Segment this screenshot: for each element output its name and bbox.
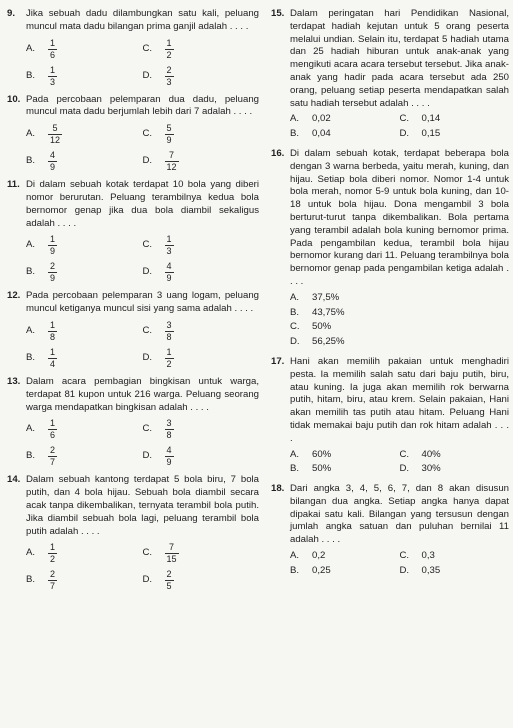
option-value: 40%	[421, 448, 441, 460]
answer-option	[143, 124, 260, 145]
fraction	[165, 66, 174, 87]
question-text: Jika sebuah dadu dilambungkan satu kali, peluang muncul mata dadu bilangan prima ganjil adalah . . . .	[26, 8, 259, 32]
option-letter: A.	[26, 423, 36, 435]
option-letter: A.	[26, 547, 36, 559]
fraction	[165, 321, 174, 342]
answer-option	[400, 113, 510, 126]
fraction	[48, 39, 57, 60]
numerator: 1	[166, 234, 172, 245]
answer-option	[143, 262, 260, 283]
answer-option	[290, 565, 400, 578]
option-value: 37,5%	[312, 291, 340, 303]
numerator: 1	[50, 346, 56, 357]
denominator: 7	[50, 457, 56, 468]
answer-options	[290, 292, 509, 349]
option-value: 0,35	[421, 564, 441, 576]
option-value: 56,25%	[312, 336, 345, 348]
numerator: 4	[166, 445, 172, 456]
option-letter: D.	[142, 69, 153, 81]
option-letter: B.	[290, 463, 300, 475]
answer-options	[26, 321, 259, 369]
option-letter: B.	[290, 128, 300, 140]
option-value: 43,75%	[312, 306, 345, 318]
option-letter: C.	[142, 423, 153, 435]
option-value: 0,14	[421, 113, 441, 125]
question-number: 12.	[7, 290, 21, 302]
question-line	[271, 8, 509, 110]
option-letter: B.	[26, 574, 36, 586]
left-column	[7, 8, 259, 598]
question-line	[271, 356, 509, 446]
option-value: 0,25	[312, 564, 331, 576]
denominator: 6	[50, 49, 56, 60]
fraction	[165, 446, 174, 467]
denominator: 2	[166, 49, 172, 60]
answer-options	[290, 449, 509, 477]
answer-option	[143, 39, 260, 60]
option-letter: D.	[142, 155, 153, 167]
question	[7, 290, 259, 369]
question	[7, 474, 259, 591]
denominator: 9	[166, 457, 172, 468]
numerator: 2	[166, 569, 172, 580]
answer-option	[26, 151, 143, 172]
option-letter: A.	[26, 325, 36, 337]
denominator: 6	[50, 430, 56, 441]
answer-option	[290, 113, 400, 126]
answer-option	[290, 307, 509, 320]
numerator: 1	[50, 418, 56, 429]
numerator: 1	[50, 542, 56, 553]
fraction	[48, 419, 57, 440]
denominator: 3	[50, 76, 56, 87]
answer-options	[26, 543, 259, 591]
question	[7, 179, 259, 283]
option-letter: D.	[399, 128, 410, 140]
fraction	[48, 446, 57, 467]
answer-option	[400, 449, 510, 462]
question-line	[7, 94, 259, 120]
numerator: 4	[166, 261, 172, 272]
question-number: 9.	[7, 8, 16, 19]
question-line	[271, 483, 509, 547]
answer-option	[143, 570, 260, 591]
option-letter: D.	[399, 564, 410, 576]
answer-option	[26, 321, 143, 342]
option-value: 0,2	[312, 550, 326, 562]
question	[271, 148, 509, 349]
answer-options	[26, 124, 259, 172]
answer-option	[290, 128, 400, 141]
option-letter: D.	[290, 336, 300, 348]
denominator: 9	[50, 162, 56, 173]
answer-option	[400, 550, 510, 563]
question-line	[7, 179, 259, 230]
option-letter: B.	[290, 564, 300, 576]
denominator: 3	[166, 246, 172, 257]
fraction	[48, 66, 57, 87]
option-letter: C.	[399, 113, 410, 125]
question	[271, 483, 509, 578]
denominator: 9	[50, 273, 56, 284]
question-number: 18.	[271, 483, 285, 495]
fraction	[48, 321, 57, 342]
option-letter: D.	[142, 574, 153, 586]
numerator: 3	[166, 418, 172, 429]
option-value: 0,15	[421, 128, 441, 140]
fraction	[48, 235, 57, 256]
option-value: 60%	[312, 448, 332, 460]
option-letter: B.	[26, 69, 36, 81]
question-line	[7, 376, 259, 414]
answer-options	[290, 113, 509, 141]
answer-option	[290, 463, 400, 476]
answer-option	[400, 128, 510, 141]
option-letter: B.	[26, 450, 36, 462]
numerator: 2	[50, 261, 56, 272]
fraction	[48, 124, 62, 145]
fraction	[165, 348, 174, 369]
fraction	[48, 570, 57, 591]
option-letter: A.	[290, 291, 300, 303]
option-letter: D.	[142, 352, 153, 364]
fraction	[48, 543, 57, 564]
option-letter: C.	[142, 128, 153, 140]
numerator: 1	[50, 64, 56, 75]
numerator: 5	[166, 123, 172, 134]
question-number: 11.	[7, 179, 20, 191]
numerator: 5	[52, 123, 58, 134]
fraction	[165, 419, 174, 440]
answer-option	[26, 39, 143, 60]
denominator: 9	[166, 273, 172, 284]
answer-option	[143, 419, 260, 440]
answer-option	[290, 321, 509, 334]
option-value: 50%	[312, 321, 332, 333]
option-letter: D.	[142, 450, 153, 462]
option-letter: A.	[26, 239, 36, 251]
answer-option	[26, 419, 143, 440]
question-text: Pada percobaan pelemparan dua dadu, peluang muncul mata dadu berjumlah lebih dari 7 adalah . . . .	[26, 93, 259, 118]
denominator: 2	[166, 358, 172, 369]
question-text: Hani akan memilih pakaian untuk menghadiri pesta. Ia memilih salah satu dari baju putih, biru, atau kuning. Ia juga akan memilih rok berwarna putih, hitam, biru, atau krem. Selain pakaian, Hani akan memilih tas putih atau hitam. Peluang Hani tidak memakai baju putih dan rok hitam adalah . . . .	[290, 355, 509, 444]
question	[7, 8, 259, 87]
question-number: 17.	[271, 355, 285, 367]
option-letter: C.	[142, 547, 153, 559]
option-value: 0,3	[421, 550, 435, 562]
answer-option	[143, 235, 260, 256]
denominator: 9	[166, 135, 172, 146]
question-number: 15.	[271, 8, 285, 19]
denominator: 8	[166, 331, 172, 342]
question-line	[7, 474, 259, 538]
option-letter: A.	[26, 128, 36, 140]
option-letter: D.	[142, 266, 153, 278]
option-letter: B.	[26, 155, 36, 167]
option-letter: C.	[399, 448, 410, 460]
numerator: 3	[166, 319, 172, 330]
denominator: 9	[50, 246, 56, 257]
numerator: 4	[50, 150, 56, 161]
answer-options	[26, 39, 259, 87]
denominator: 7	[50, 581, 56, 592]
denominator: 15	[166, 554, 177, 565]
option-letter: C.	[142, 42, 153, 54]
denominator: 2	[50, 554, 56, 565]
option-letter: D.	[399, 463, 410, 475]
fraction	[165, 570, 174, 591]
answer-options	[26, 419, 259, 467]
question	[271, 8, 509, 141]
question	[7, 376, 259, 467]
question-line	[271, 148, 509, 289]
option-letter: B.	[26, 266, 36, 278]
answer-option	[143, 446, 260, 467]
fraction	[165, 262, 174, 283]
question-number: 13.	[7, 375, 21, 387]
denominator: 5	[166, 581, 172, 592]
question-text: Dalam sebuah kantong terdapat 5 bola biru, 7 bola putih, dan 4 bola hijau. Sebuah bola diambil secara acak tanpa dikembalikan, ternyata terambil bola putih. Jika diambil sebuah bola lagi, peluang terambil bola putih adalah . . . .	[26, 474, 259, 537]
option-letter: B.	[290, 306, 300, 318]
option-letter: A.	[290, 113, 300, 125]
answer-option	[143, 66, 260, 87]
answer-option	[143, 543, 260, 564]
answer-option	[290, 292, 509, 305]
option-letter: C.	[142, 325, 153, 337]
answer-option	[400, 463, 510, 476]
fraction	[48, 262, 57, 283]
question-number: 16.	[271, 147, 285, 159]
answer-option	[143, 348, 260, 369]
answer-option	[143, 321, 260, 342]
answer-option	[26, 348, 143, 369]
option-letter: C.	[399, 550, 410, 562]
option-letter: A.	[26, 42, 36, 54]
question-number: 10.	[7, 93, 21, 105]
answer-option	[26, 66, 143, 87]
fraction	[165, 235, 174, 256]
fraction	[165, 543, 179, 564]
option-letter: C.	[142, 239, 153, 251]
answer-option	[26, 570, 143, 591]
option-letter: A.	[290, 448, 300, 460]
option-value: 0,02	[312, 113, 331, 125]
numerator: 7	[169, 150, 175, 161]
denominator: 4	[50, 358, 56, 369]
numerator: 2	[50, 569, 56, 580]
question-line	[7, 290, 259, 316]
denominator: 12	[166, 162, 177, 173]
numerator: 7	[169, 542, 175, 553]
question-text: Di dalam sebuah kotak, terdapat beberapa bola dengan 3 warna berbeda, yaitu merah, kuning, dan hijau. Setiap bola diberi nomor. Nomor 1-4 untuk bola merah, nomor 5-9 untuk bola kuning, dan 10-18 untuk bola hijau. Dona mengambil 3 bola berturut-turut tanpa dikembalikan. Bola pertama yang terambil adalah bola kuning bernomor prima. Pada pengambilan kedua, terambil bola hijau bernomor kurang dari 11. Peluang terambilnya bola bernomor genap pada pengambilan ketiga adalah . . . .	[290, 147, 509, 287]
option-value: 0,04	[312, 128, 331, 140]
answer-option	[143, 151, 260, 172]
numerator: 2	[50, 445, 56, 456]
question	[7, 94, 259, 173]
answer-option	[290, 449, 400, 462]
option-letter: C.	[290, 321, 300, 333]
answer-option	[290, 336, 509, 349]
right-column	[271, 8, 509, 585]
answer-option	[26, 235, 143, 256]
numerator: 1	[50, 319, 56, 330]
denominator: 8	[166, 430, 172, 441]
option-letter: B.	[26, 352, 36, 364]
answer-option	[26, 446, 143, 467]
fraction	[48, 151, 57, 172]
fraction	[165, 39, 174, 60]
answer-option	[290, 550, 400, 563]
question-text: Dari angka 3, 4, 5, 6, 7, dan 8 akan disusun bilangan dua angka. Setiap angka hanya dapat dipakai satu kali. Bilangan yang tersusun dengan jumlah angka satuan dan puluhan bernilai 11 adalah . . . .	[290, 483, 509, 546]
fraction	[48, 348, 57, 369]
numerator: 1	[166, 37, 172, 48]
question-line	[7, 8, 259, 34]
answer-options	[290, 550, 509, 578]
numerator: 1	[50, 234, 56, 245]
option-letter: A.	[290, 550, 300, 562]
answer-option	[400, 565, 510, 578]
question-text: Dalam peringatan hari Pendidikan Nasional, terdapat hadiah kejutan untuk 5 orang peserta melalui undian. Selain itu, terdapat 5 hadiah utama dan 25 hadiah hiburan untuk anak-anak yang mengikuti acara acara tersebut tersebut. Jika anak-anak yang hadir pada acara tersebut ada 250 orang, peluang setiap peserta mendapatkan salah satu hadiah tersebut adalah . . . .	[290, 8, 509, 109]
fraction	[165, 151, 179, 172]
answer-option	[26, 543, 143, 564]
question	[271, 356, 509, 476]
answer-option	[26, 124, 143, 145]
option-value: 50%	[312, 463, 332, 475]
fraction	[165, 124, 174, 145]
question-text: Dalam acara pembagian bingkisan untuk warga, terdapat 81 kupon untuk 216 warga. Peluang seorang warga mendapatkan bingkisan adalah . . . .	[26, 375, 259, 413]
denominator: 12	[50, 135, 61, 146]
numerator: 2	[166, 64, 172, 75]
numerator: 1	[50, 37, 56, 48]
question-text: Di dalam sebuah kotak terdapat 10 bola yang diberi nomor berurutan. Peluang terambilnya kedua bola bernomor genap jika dua bola diambil sekaligus adalah . . . .	[26, 179, 259, 229]
denominator: 3	[166, 76, 172, 87]
question-number: 14.	[7, 474, 21, 486]
answer-options	[26, 235, 259, 283]
answer-option	[26, 262, 143, 283]
question-text: Pada percobaan pelemparan 3 uang logam, peluang muncul ketiganya muncul sisi yang sama adalah . . . .	[26, 290, 259, 315]
option-value: 30%	[421, 463, 441, 475]
denominator: 8	[50, 331, 56, 342]
numerator: 1	[166, 346, 172, 357]
